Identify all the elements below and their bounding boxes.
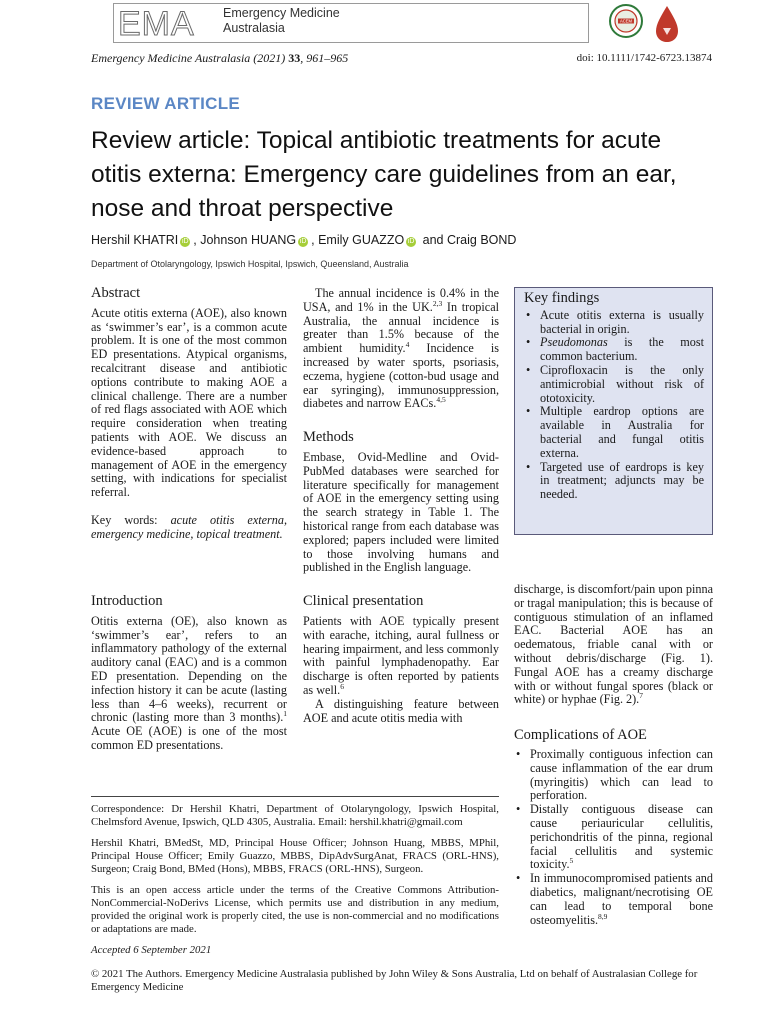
incidence-text: The annual incidence is 0.4% in the USA, and 1% in the UK.$^{2,3}$ In tropical Australia, the annual incidence is greater than 1.5% because of the ambient humidity.$^4$ Incidence is increased by water sports, psoriasis, eczema, hygiene (cotton-bud usage and ear syringing), immunosuppression, diabetes and narrow EACs.$^{4,5}$ <box>303 286 499 411</box>
article-title: Review article: Topical antibiotic treatments for acute otitis externa: Emergency care guidelines from an ear, nose and throat perspective <box>91 127 677 222</box>
author-4[interactable]: Craig BOND <box>446 233 517 247</box>
complication-item: • Proximally contiguous infection can cause inflammation of the ear drum (myringitis) which can lead to perforation. <box>514 748 713 803</box>
methods-text: Embase, Ovid-Medline and Ovid-PubMed databases were searched for literature specifically for management of AOE in the emergency setting using the search strategy in Table 1. The historical range from each database was explored; papers included were limited to those involving humans and published in the English language. <box>303 449 499 575</box>
citation-ref[interactable]: 8,9 <box>598 911 608 921</box>
clinical-text: Patients with AOE typically present with earache, itching, aural fullness or hearing impairment, and less commonly with painful lymphadenopathy. Ear discharge is often reported by patients as well.$^6$ <box>303 613 499 697</box>
logo-name-line2: Australasia <box>223 21 285 35</box>
introduction-heading: Introduction <box>91 593 163 609</box>
column-2 <box>303 287 499 725</box>
author-credentials: Hershil Khatri, BMedSt, MD, Principal House Officer; Johnson Huang, MBBS, MPhil, Principal House Officer; Emily Guazzo, MBBS, DipAdvSurgAnat, FRACS (ORL-HNS), Surgeon; Craig Bond, BMed (Hons), MBBS, FRACS (ORL-HNS), Surgeon. <box>91 837 499 875</box>
key-finding-item: • Multiple eardrop options are available in Australia for bacterial and fungal otitis externa. <box>524 405 704 460</box>
introduction-text: Otitis externa (OE), also known as ‘swimmer’s ear’, refers to an inflammatory pathology of the external auditory canal (EAC) and is a common ED presentation. Depending on the infection history it can be acute (lasting less than 4–6 weeks), recurrent or chronic (lasting more than 3 months).$^1$ Acute OE (AOE) is one of the most common ED presentations. <box>91 613 287 752</box>
logo-name-line1: Emergency Medicine <box>223 6 340 20</box>
journal-year: (2021) <box>253 51 286 65</box>
key-finding-item: • Ciprofloxacin is the only antimicrobial without risk of ototoxicity. <box>524 364 704 405</box>
citation-ref[interactable]: 1 <box>283 709 287 719</box>
clinical-heading: Clinical presentation <box>303 593 424 610</box>
citation-ref[interactable]: 4,5 <box>436 395 446 405</box>
seal-text: ACEM <box>619 18 633 24</box>
doi[interactable]: doi: 10.1111/1742-6723.13874 <box>576 52 712 64</box>
author-1[interactable]: Hershil KHATRI <box>91 233 179 247</box>
affiliation: Department of Otolaryngology, Ipswich Hospital, Ipswich, Queensland, Australia <box>91 259 409 269</box>
footnote-divider <box>91 796 499 797</box>
key-finding-item: • Acute otitis externa is usually bacterial in origin. <box>524 309 704 337</box>
copyright-notice: © 2021 The Authors. Emergency Medicine Australasia published by John Wiley & Sons Australia, Ltd on behalf of Australasian College for Emergency Medicine <box>91 968 698 993</box>
abstract-section <box>91 287 287 542</box>
column-3 <box>514 583 713 927</box>
logo-journal-name <box>223 6 340 36</box>
complication-item: • Distally contiguous disease can cause periauricular cellulitis, perichondritis of the pinna, regional facial cellulitis and systemic toxicity.$^5$ <box>514 803 713 872</box>
author-3[interactable]: Emily GUAZZO <box>318 233 405 247</box>
key-findings-heading: Key findings <box>524 290 600 306</box>
citation-ref[interactable]: 6 <box>340 681 344 691</box>
footnotes <box>91 803 499 965</box>
keywords <box>91 514 287 542</box>
citation-ref[interactable]: 2,3 <box>432 298 443 308</box>
orcid-icon[interactable]: iD <box>181 238 189 245</box>
accepted-date: Accepted 6 September 2021 <box>91 944 212 956</box>
correspondence: Correspondence: Dr Hershil Khatri, Department of Otolaryngology, Ipswich Hospital, Chelmsford Avenue, Ipswich, QLD 4305, Australia. Email: hershil.khatri@gmail.com <box>91 803 499 828</box>
keywords-list: acute otitis externa, emergency medicine, topical treatment. <box>91 512 288 541</box>
article-type-tag: REVIEW ARTICLE <box>91 94 241 113</box>
citation-ref[interactable]: 7 <box>639 691 643 701</box>
journal-name: Emergency Medicine Australasia <box>91 51 251 65</box>
citation-ref[interactable]: 5 <box>569 856 574 866</box>
complications-heading: Complications of AOE <box>514 727 647 744</box>
complication-item: • In immunocompromised patients and diabetics, malignant/necrotising OE can lead to temporal bone osteomyelitis.$^{8,9}$ <box>514 872 713 927</box>
keywords-label: Key words: <box>91 512 158 527</box>
clinical-text-2: A distinguishing feature between AOE and acute otitis media with <box>303 696 499 725</box>
acem-seal-icon <box>609 4 643 38</box>
drop-emblem-icon <box>650 4 684 44</box>
journal-citation <box>91 51 348 66</box>
discharge-text: discharge, is discomfort/pain upon pinna or tragal manipulation; this is because of contiguous stimulation of an inflamed EAC. Bacterial AOE has an oedematous, friable canal with or without debris/discharge (Fig. 1). Fungal AOE has a creamy discharge with or without fungal spores (black or white) or hyphae (Fig. 2).$^7$ <box>514 582 713 707</box>
abstract-heading: Abstract <box>91 285 141 301</box>
journal-logo <box>113 3 589 43</box>
abstract-text: Acute otitis externa (AOE), also known as ‘swimmer’s ear’, is a common acute problem. It is one of the most common ED presentations. Atypical organisms, recalcitrant disease and antibiotic options contribute to making AOE a clinical challenge. There are a number of red flags associated with AOE which require consideration when treating patients with AOE. We discuss an evidence-based approach to management of AOE in the emergency setting, with indications for specialist referral. <box>91 305 287 500</box>
license-notice: This is an open access article under the terms of the Creative Commons Attribution-NonCommercial-NoDerivs License, which permits use and distribution in any medium, provided the original work is properly cited, the use is non-commercial and no modifications or adaptations are made. <box>91 884 499 935</box>
key-finding-item: • Pseudomonas is the most common bacterium. <box>524 336 704 364</box>
key-findings-box <box>514 287 713 535</box>
journal-volume: 33 <box>288 51 301 65</box>
orcid-icon[interactable]: iD <box>299 238 307 245</box>
author-list: Hershil KHATRI iD , Johnson HUANG iD , Emily GUAZZO iD and Craig BOND <box>91 233 517 247</box>
journal-pages: , 961–965 <box>300 51 349 65</box>
introduction-section <box>91 595 287 753</box>
key-finding-item: • Targeted use of eardrops is key in treatment; adjuncts may be needed. <box>524 461 704 502</box>
logo-letters: EMA <box>118 5 195 43</box>
author-2[interactable]: Johnson HUANG <box>200 233 297 247</box>
citation-ref[interactable]: 4 <box>405 340 410 350</box>
methods-heading: Methods <box>303 429 354 446</box>
orcid-icon[interactable]: iD <box>407 238 415 245</box>
complications-list <box>514 748 713 927</box>
